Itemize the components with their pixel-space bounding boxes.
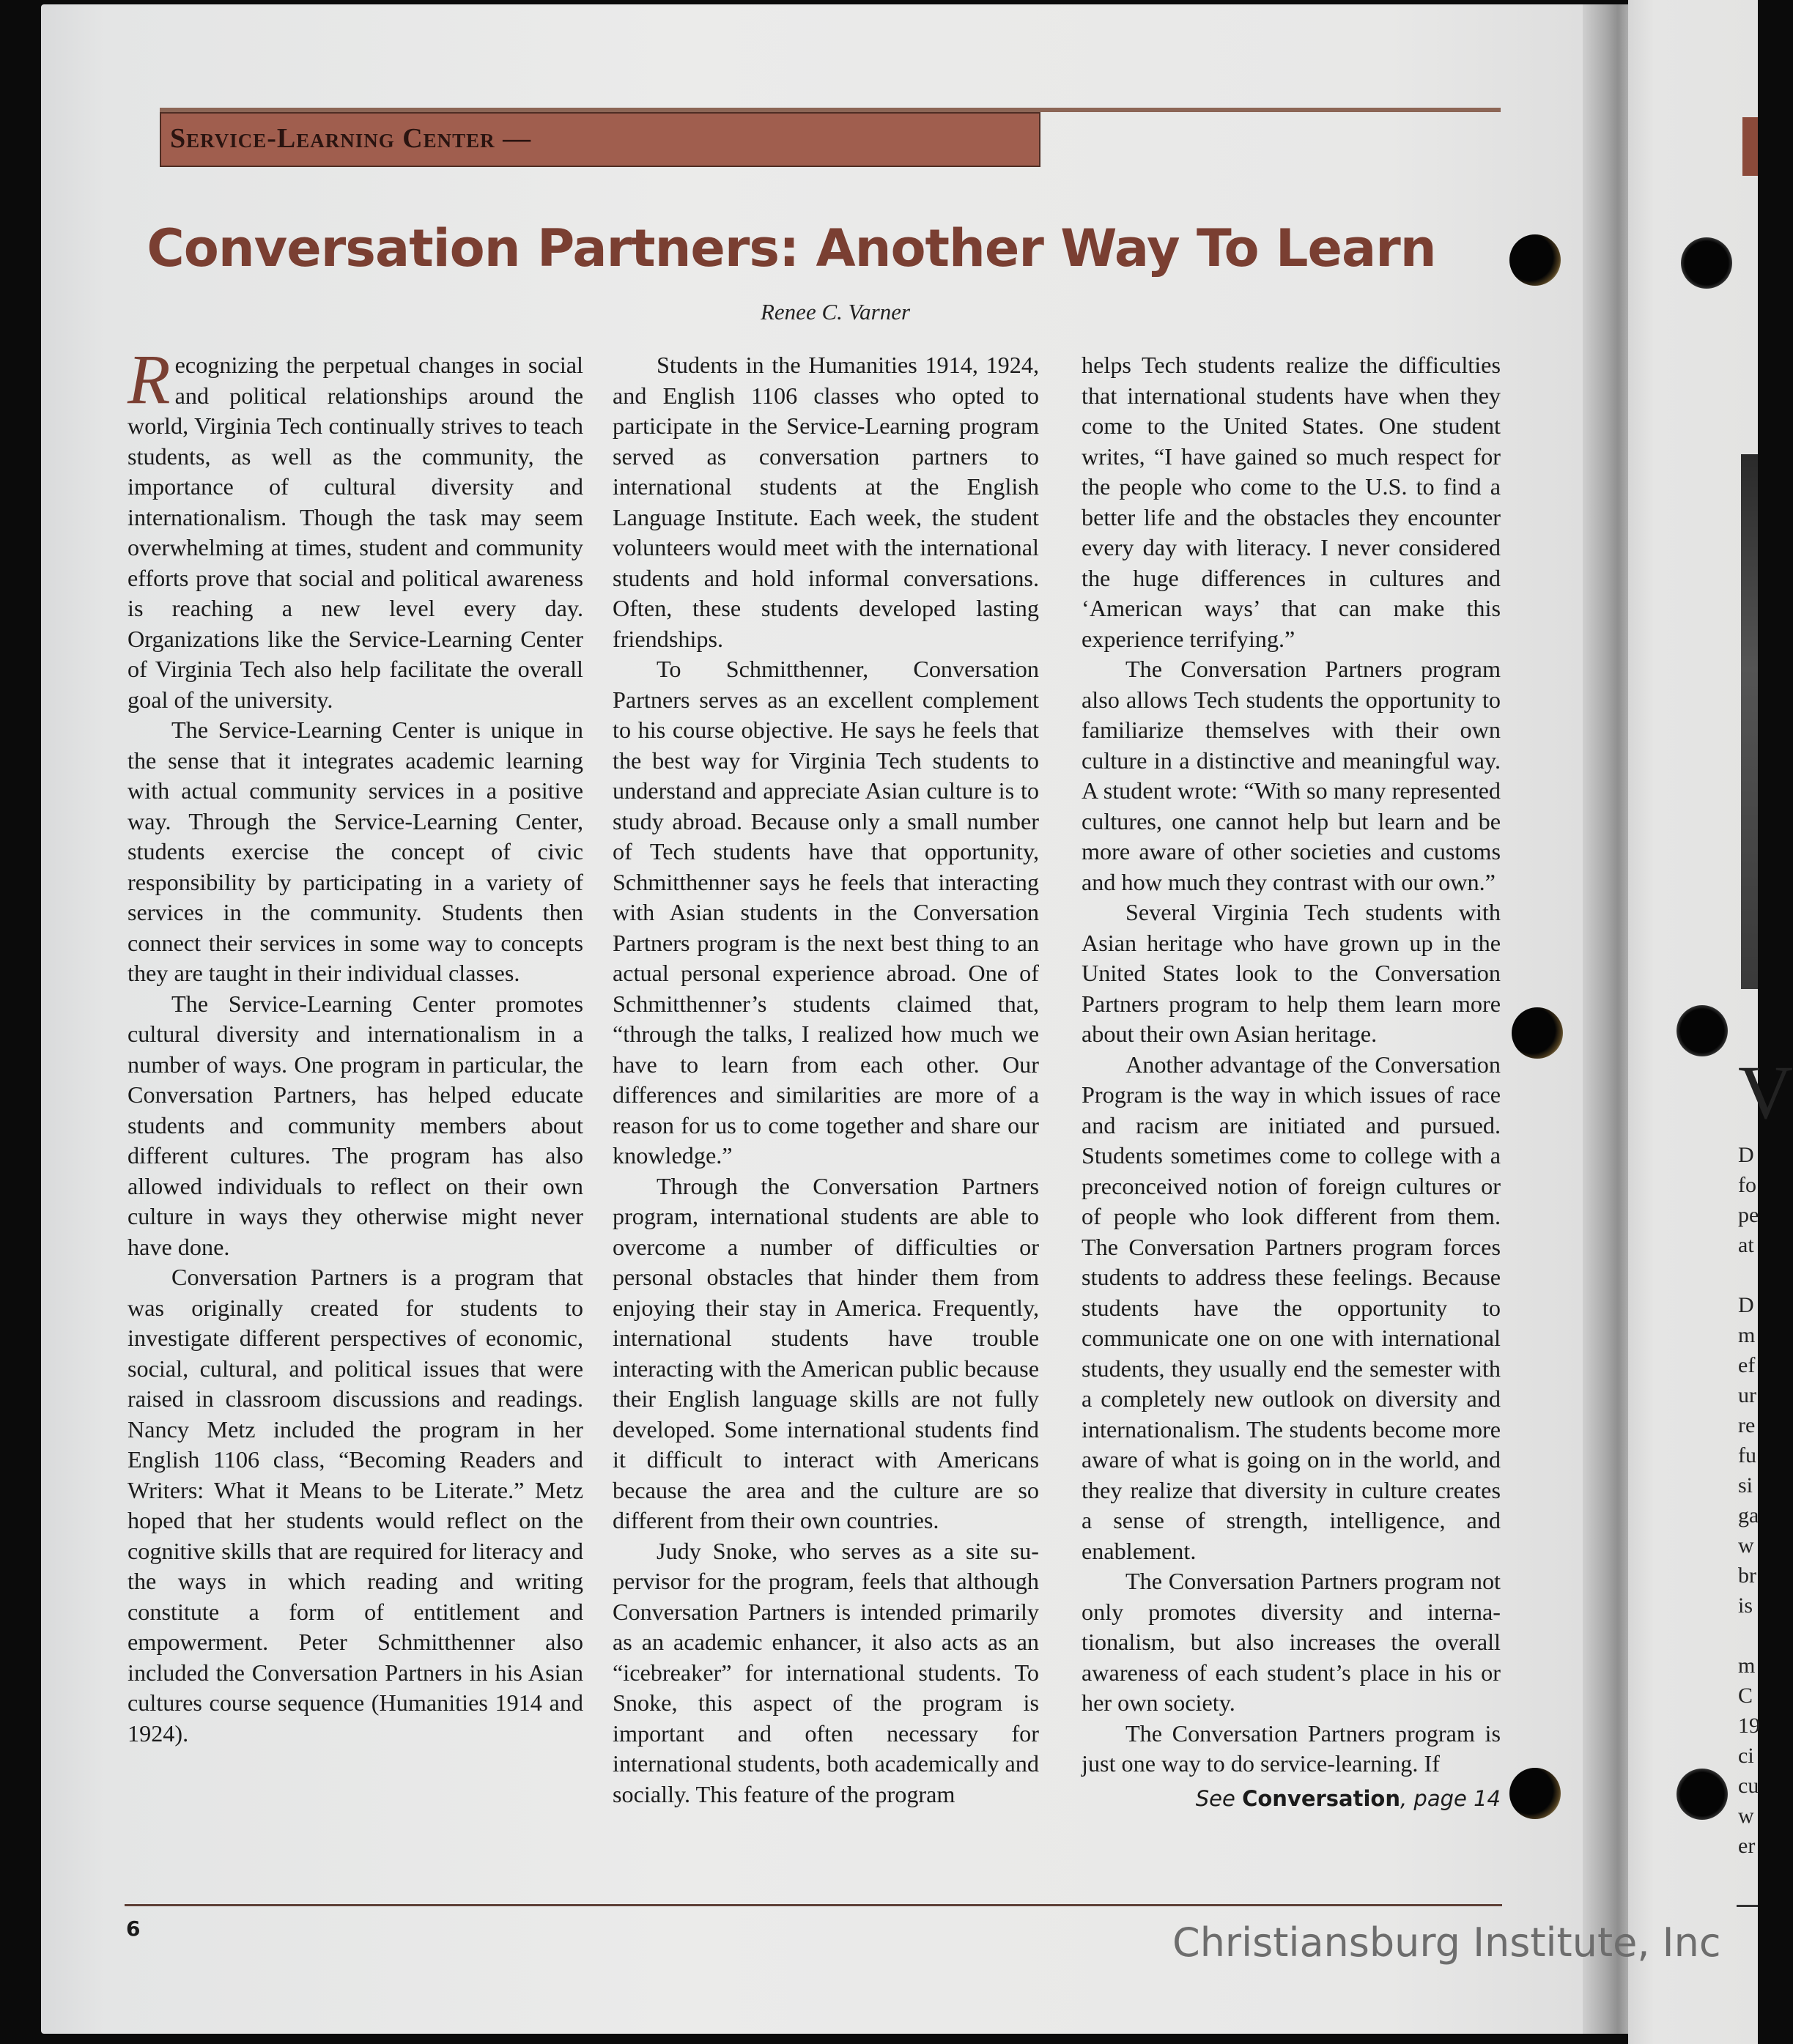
article-column-1 — [127, 340, 583, 1749]
facing-page-footer-rule — [1737, 1905, 1758, 1907]
facing-page-photo — [1741, 454, 1758, 989]
facing-page-line: fu — [1738, 1443, 1756, 1467]
facing-page-line: re — [1738, 1413, 1756, 1437]
facing-page-line: C — [1738, 1684, 1753, 1708]
facing-page-banner — [1742, 117, 1758, 176]
facing-page-line — [1738, 1623, 1758, 1654]
facing-page-line: m — [1738, 1654, 1756, 1678]
facing-page-line: m — [1738, 1323, 1756, 1347]
paragraph: helps Tech students realize the difficulties that international students have when they come to the United States. One student writes, “I have gained so much respect for the people who come to the U.S. to find a better life and the obstacles they encounter every day with literacy. I never considered the huge differences in cultures and ‘American ways’ that can make this experience terrifying.” — [1082, 352, 1501, 652]
facing-page-line: D — [1738, 1143, 1754, 1167]
punch-hole-icon — [1512, 1007, 1563, 1059]
facing-page-line: is — [1738, 1593, 1753, 1618]
facing-page-dropcap: V — [1738, 1051, 1793, 1135]
punch-hole-icon — [1676, 1005, 1728, 1056]
facing-page-line: D — [1738, 1293, 1754, 1317]
paragraph: The Conversation Partners program not only promotes diversity and internationalism, but also increases the overall awareness of each student’s place in his or her own society. — [1082, 1568, 1501, 1716]
article-column-2 — [613, 350, 1039, 1810]
facing-page-line: ur — [1738, 1383, 1756, 1407]
punch-hole-icon — [1509, 234, 1561, 286]
facing-page-line: ga — [1738, 1503, 1759, 1528]
paragraph: To Schmitthenner, Conversation Partners serves as an excellent complement to his course objective. He says he feels that the best way for Virginia Tech students to understand and appreciate Asian culture is to study abroad. Because only a small number of Tech students have that opportunity, Schmitthenner says he feels that interacting with Asian students in the Conversation Partners program is the next best thing to an actual personal experience abroad. One of Schmitthenner’s students claimed that, “through the talks, I realized how much we have to learn from each other. Our differences and similarities are more of a reason for us to come together and share our knowledge.” — [613, 656, 1039, 1169]
facing-page-line: 19 — [1738, 1714, 1760, 1738]
facing-page-line: br — [1738, 1563, 1756, 1588]
facing-page-line: si — [1738, 1473, 1753, 1497]
drop-cap: R — [127, 340, 171, 418]
paragraph: Several Virginia Tech students with Asian heritage who have grown up in the United States look to the Conversation Partners program to help them learn more about their own Asian heritage. — [1082, 899, 1501, 1047]
facing-page-line: er — [1738, 1834, 1756, 1858]
footer-rule — [125, 1904, 1502, 1906]
facing-page-line: w — [1738, 1804, 1754, 1828]
facing-page-line: ef — [1738, 1353, 1756, 1377]
paragraph: Judy Snoke, who serves as a site supervisor for the program, feels that although Conversation Partners is intended primarily as an academic enhancer, it also acts as an “icebreaker” for international students. To Snoke, this aspect of the program is important and often necessary for international students, both academically and socially. This feature of the program — [613, 1537, 1039, 1807]
facing-page-line: ci — [1738, 1744, 1754, 1768]
facing-page-text-fragment — [1738, 1143, 1758, 1864]
facing-page-line: cu — [1738, 1774, 1759, 1798]
facing-page-line — [1738, 1263, 1758, 1293]
continued-page: , page 14 — [1400, 1785, 1501, 1811]
facing-page-line: pe — [1738, 1203, 1759, 1227]
paragraph: The Conversation Partners program also allows Tech students the opportunity to familiarize themselves with their own culture in a distinctive and meaningful way. A student wrote: “With so many represented cultures, one cannot help but learn and be more aware of other societies and customs and how much they contrast with our own.” — [1082, 656, 1501, 895]
facing-page-line: w — [1738, 1533, 1754, 1558]
paragraph: Students in the Humanities 1914, 1924, and English 1106 classes who opted to participate in the Service-Learning program served as conversation partners to international students at the English Language Institute. Each week, the student volunteers would meet with the international students and hold informal conversations. Often, these students developed lasting friendships. — [613, 352, 1039, 652]
continued-target: Conversation — [1242, 1785, 1400, 1811]
punch-hole-icon — [1681, 237, 1732, 289]
paragraph-text: ecognizing the perpetual changes in social and political relationships around the world, Virginia Tech continually strives to teach students, as well as the community, the importance of cultural diversity and internationalism. Though the task may seem overwhelming at times, student and community efforts prove that social and political awareness is reaching a new level every day. Organizations like the Service-Learning Center of Virginia Tech also help facilitate the overall goal of the university. — [127, 352, 583, 713]
paragraph: Through the Conversation Partners program, international students are able to overcome a number of difficulties or personal obstacles that hinder them from enjoying their stay in America. Frequently, international students have trouble interacting with the American public because their English language skills are not fully developed. Some international students find it difficult to interact with Americans because the area and the culture are so different from their own countries. — [613, 1172, 1039, 1533]
section-banner-label: Service-Learning Center — — [170, 123, 532, 154]
see-label: See — [1195, 1785, 1235, 1811]
paragraph: Conversation Partners is a program that was originally created for students to investigate different perspectives of economic, social, cultural, and political issues that were raised in classroom discussions and readings. Nancy Metz included the program in her English 1106 class, “Becoming Readers and Writers: What it Means to be Literate.” Metz hoped that her students would reflect on the cognitive skills that are required for literacy and the ways in which reading and writing constitute a form of entitlement and empowerment. Peter Schmitthenner also included the Conversation Partners in his Asian cultures course sequence (Humanities 1914 and 1924). — [127, 1264, 583, 1747]
facing-page-line: at — [1738, 1233, 1754, 1257]
facing-page-line: fo — [1738, 1173, 1756, 1197]
punch-hole-icon — [1509, 1768, 1561, 1819]
paragraph: The Service-Learning Center is unique in the sense that it integrates academic learning with actual community services in a positive way. Through the Service-Learning Center, students exercise the concept of civic responsibility by participating in a variety of services in the community. Students then connect their services in some way to concepts they are taught in their individual classes. — [127, 716, 583, 986]
article-byline: Renee C. Varner — [760, 299, 911, 325]
paragraph: The Conversation Partners program is just one way to do service-learning. If — [1082, 1719, 1501, 1777]
article-column-3 — [1082, 350, 1501, 1814]
article-title: Conversation Partners: Another Way To Learn — [147, 218, 1436, 278]
continued-on-line — [1082, 1784, 1501, 1815]
page-number: 6 — [126, 1917, 141, 1941]
paragraph — [127, 340, 583, 715]
punch-hole-icon — [1676, 1769, 1728, 1820]
paragraph: The Service-Learning Center promotes cultural diversity and internationalism in a number of ways. One program in particular, the Conversation Partners, has helped educate students and community members about different cultures. The program has also allowed individuals to reflect on their own culture in ways they otherwise might never have done. — [127, 990, 583, 1260]
paragraph: Another advantage of the Conversation Program is the way in which issues of race and racism are initiated and pursued. Students sometimes come to college with a preconceived notion of foreign cultures or of people who look different from them. The Conversation Partners program forces students to address these feelings. Because students have the opportunity to communicate one on one with international students, they usually end the semester with a completely new outlook on diversity and internationalism. The students become more aware of what is going on in the world, and they realize that diversity in culture creates a sense of strength, intelligence, and enablement. — [1082, 1051, 1501, 1564]
watermark: Christiansburg Institute, Inc — [1172, 1919, 1721, 1966]
